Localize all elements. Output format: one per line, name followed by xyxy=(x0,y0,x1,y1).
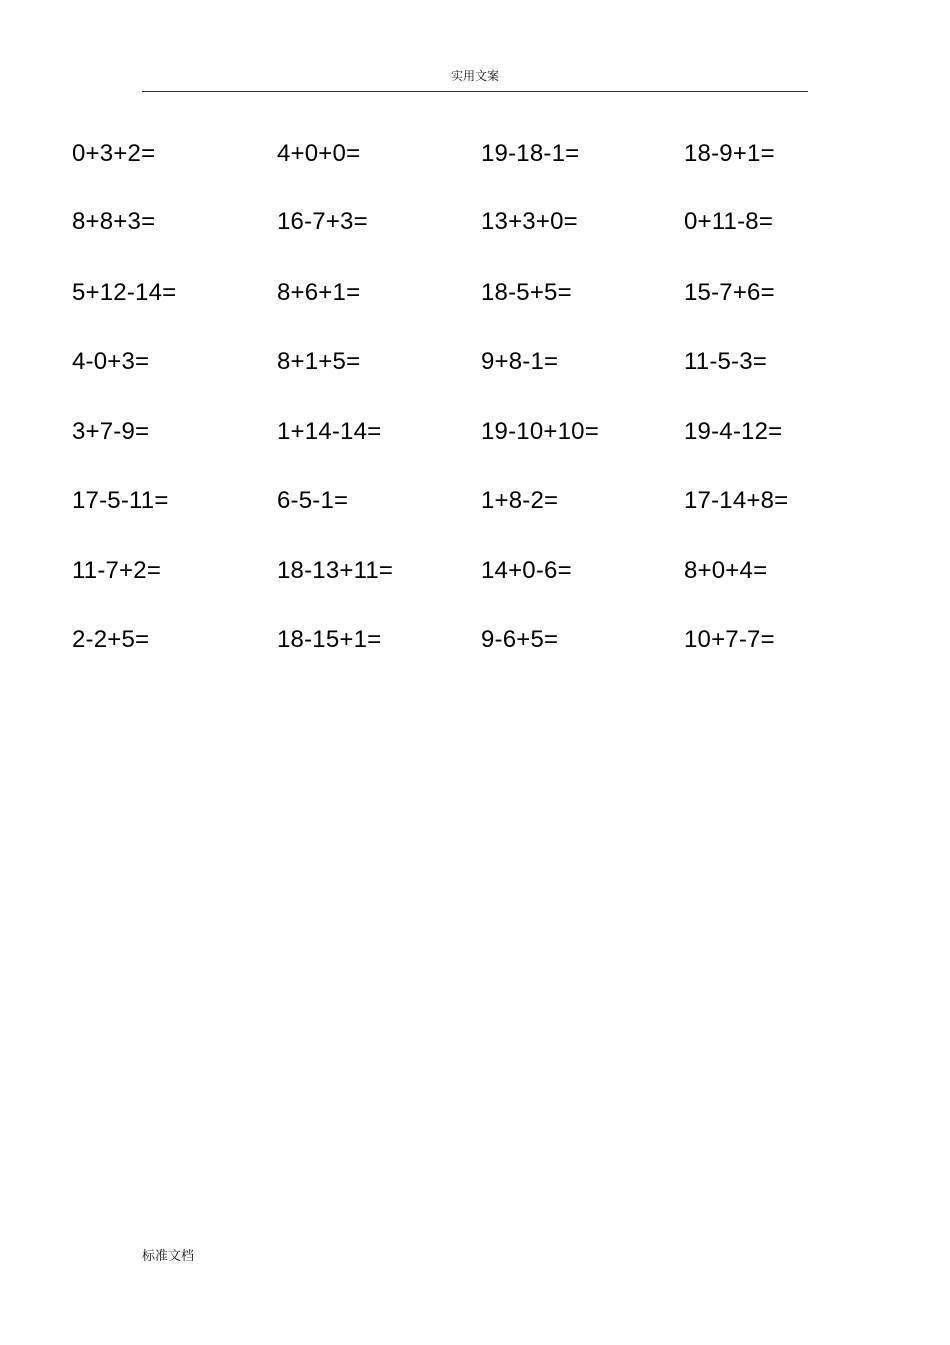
math-problem: 17-5-11= xyxy=(72,487,169,514)
math-problem: 0+3+2= xyxy=(72,140,156,167)
math-problem: 10+7-7= xyxy=(684,626,775,653)
math-problem: 19-4-12= xyxy=(684,418,783,445)
math-problem: 19-18-1= xyxy=(481,140,580,167)
math-problem: 18-13+11= xyxy=(277,557,394,584)
math-problem: 4-0+3= xyxy=(72,348,150,375)
math-problem: 9+8-1= xyxy=(481,348,559,375)
math-problem: 8+1+5= xyxy=(277,348,361,375)
math-problem: 11-7+2= xyxy=(72,557,162,584)
math-problem: 18-9+1= xyxy=(684,140,775,167)
math-problem: 15-7+6= xyxy=(684,279,775,306)
page-header-title: 实用文案 xyxy=(450,69,499,83)
math-problem: 3+7-9= xyxy=(72,418,150,445)
math-problem: 11-5-3= xyxy=(684,348,768,375)
math-problem: 14+0-6= xyxy=(481,557,572,584)
math-problem: 6-5-1= xyxy=(277,487,349,514)
math-problem: 19-10+10= xyxy=(481,418,599,445)
math-problem: 1+8-2= xyxy=(481,487,559,514)
math-problem: 18-15+1= xyxy=(277,626,382,653)
math-problem: 13+3+0= xyxy=(481,208,578,235)
math-problem: 4+0+0= xyxy=(277,140,361,167)
math-problem: 9-6+5= xyxy=(481,626,559,653)
math-problem: 1+14-14= xyxy=(277,418,382,445)
page-footer-text: 标准文档 xyxy=(142,1249,195,1264)
math-problem: 17-14+8= xyxy=(684,487,789,514)
math-problem: 0+11-8= xyxy=(684,208,774,235)
math-problem: 8+6+1= xyxy=(277,279,361,306)
math-problem: 2-2+5= xyxy=(72,626,150,653)
math-problem: 16-7+3= xyxy=(277,208,368,235)
math-problem: 8+8+3= xyxy=(72,208,156,235)
math-problem: 18-5+5= xyxy=(481,279,572,306)
math-problem: 8+0+4= xyxy=(684,557,768,584)
math-problem: 5+12-14= xyxy=(72,279,177,306)
